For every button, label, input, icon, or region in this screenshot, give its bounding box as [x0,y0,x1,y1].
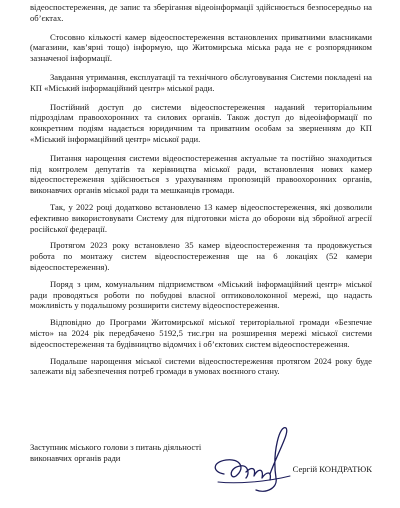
paragraph-expansion: Питання нарощення системи відеоспостереження актуальне та постійно знаходиться під контролем депутатів та керівництва міської ради, встановлення нових камер відеоспостереження здійснюється з урахуванням пропозицій правоохоронних органів, виконавчих органів міської ради та мешканців громади. [30,152,372,196]
paragraph-program-2024: Відповідно до Програми Житомирської міської територіальної громади «Безпечне місто» на 2024 рік передбачено 5192,5 тис.грн на розширення мережі міської системи відеоспостереження та будівництво відомчих і об’єктових систем відеоспостереження. [30,317,372,349]
paragraph-continuation: відеоспостереження, де запис та зберігання відеоінформації здійснюється безпосередньо на об’єктах. [30,2,372,23]
paragraph-2023: Протягом 2023 року встановлено 35 камер відеоспостереження та продовжується робота по монтажу систем відеоспостереження ще на 6 локаціях (52 камери відеоспостереження). [30,240,372,272]
paragraph-2022: Так, у 2022 році додатково встановлено 13 камер відеоспостереження, які дозволили ефективно використовувати Систему для підготовки міста до оборони від збройної агресії російської федерації. [30,201,372,234]
paragraph-further-growth: Подальше нарощення міської системи відеоспостереження протягом 2024 року буде залежати від забезпечення потреб громади в умовах воєнного стану. [30,355,372,377]
paragraph-fiber-network: Поряд з цим, комунальним підприємством «Міський інформаційний центр» міської ради проводяться роботи по побудові власної оптиковолоконної мережі, що надасть можливість у подальшому розширити систему відеоспостереження. [30,278,372,311]
paragraph-access: Постійний доступ до системи відеоспостереження наданий територіальним підрозділам правоохоронних та силових органів. Також доступ до відеоінформації по конкретним подіям надається юридичним та приватним особам за зверненням до КП «Міський інформаційний центр» міської ради. [30,101,372,144]
paragraph-maintenance: Завдання утримання, експлуатації та технічного обслуговування Системи покладені на КП «Міський інформаційний центр» міської ради. [30,71,372,93]
signatory-name: Сергій КОНДРАТЮК [292,464,372,474]
paragraph-private-cameras: Стосовно кількості камер відеоспостереження встановлених приватними власниками (магазини, кав’ярні тощо) інформую, що Житомирська міська рада не є розпорядником зазначеної інформації. [30,31,372,64]
signatory-position: Заступник міського голови з питань діяльності виконавчих органів ради [30,442,202,463]
handwritten-signature [206,422,306,502]
signature-block [30,440,372,500]
